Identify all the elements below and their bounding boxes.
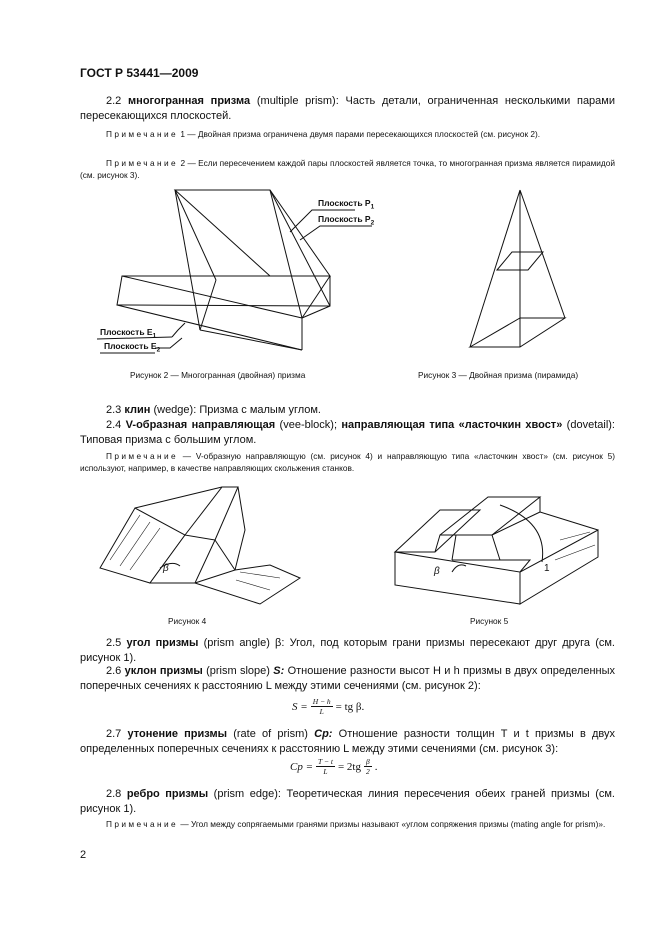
page-number: 2 [80, 849, 87, 861]
figure-4-caption: Рисунок 4 [168, 616, 207, 626]
section-2-6: 2.6 уклон призмы (prism slope) S: Отношение разности высот H и h призмы в двух определенных поперечных сечениях к расстоянию L между этими сечениями (см. рисунок 2): [80, 665, 616, 692]
figure-5-drawing [395, 497, 598, 604]
figure-3-caption: Рисунок 3 — Двойная призма (пирамида) [418, 370, 579, 380]
formula-rate: Cp = $\frac{T - t}{L}$ = 2tg $\frac{\beta}{2}$ . [290, 757, 378, 776]
label-plane-p1: Плоскость $P_1$ [318, 198, 375, 211]
figure-5-beta: β [434, 566, 440, 577]
definition: (multiple prism): Часть детали, ограниченная несколькими парами пересекающихся плоскостей. [80, 95, 615, 122]
formula-slope: S = $\frac{H - h}{L}$ = tg β. [292, 697, 365, 716]
label-plane-e2: Плоскость $E_2$ [104, 341, 161, 354]
page-header: ГОСТ Р 53441—2009 [80, 66, 199, 80]
figure-4-drawing [100, 487, 300, 604]
label-plane-e1: Плоскость $E_1$ [100, 327, 157, 340]
section-2-8: 2.8 ребро призмы (prism edge): Теоретическая линия пересечения обеих граней призмы (см. рисунок 1). [80, 788, 615, 815]
section-number: 2.2 [106, 95, 122, 107]
section-2-7: 2.7 утонение призмы (rate of prism) Cp: Отношение разности толщин T и t призмы в двух определенных поперечных сечениях к расстоянию L между этими сечениями (см. рисунок 3): [80, 728, 616, 755]
note-3: Примечание — V-образную направляющую (см. рисунок 4) и направляющую типа «ласточкин хвост» (см. рисунок 5) используют, например, в качестве направляющих скольжения станков. [80, 451, 615, 473]
figure-5-one: 1 [544, 563, 550, 574]
note-4: Примечание — Угол между сопрягаемыми гранями призмы называют «углом сопряжения призмы (mating angle for prism)». [106, 819, 606, 829]
figure-5-caption: Рисунок 5 [470, 616, 509, 626]
section-2-5: 2.5 угол призмы (prism angle) β: Угол, под которым грани призмы пересекают друг друга (см. рисунок 1). [80, 637, 615, 664]
section-2-3: 2.3 клин (wedge): Призма с малым углом. [106, 404, 321, 416]
note-2: Примечание 2 — Если пересечением каждой пары плоскостей является точка, то многогранная призма является пирамидой (см. рисунок 3). [80, 158, 615, 180]
figure-4-beta: β [163, 563, 169, 574]
section-2-4: 2.4 V-образная направляющая (vee-block); направляющая типа «ласточкин хвост» (dovetail): Типовая призма с большим углом. [80, 419, 615, 446]
note-1: Примечание 1 — Двойная призма ограничена двумя парами пересекающихся плоскостей (см. рисунок 2). [106, 129, 541, 139]
term: многогранная призма [128, 95, 251, 107]
figure-2-caption: Рисунок 2 — Многогранная (двойная) призма [130, 370, 306, 380]
label-plane-p2: Плоскость $P_2$ [318, 214, 375, 227]
